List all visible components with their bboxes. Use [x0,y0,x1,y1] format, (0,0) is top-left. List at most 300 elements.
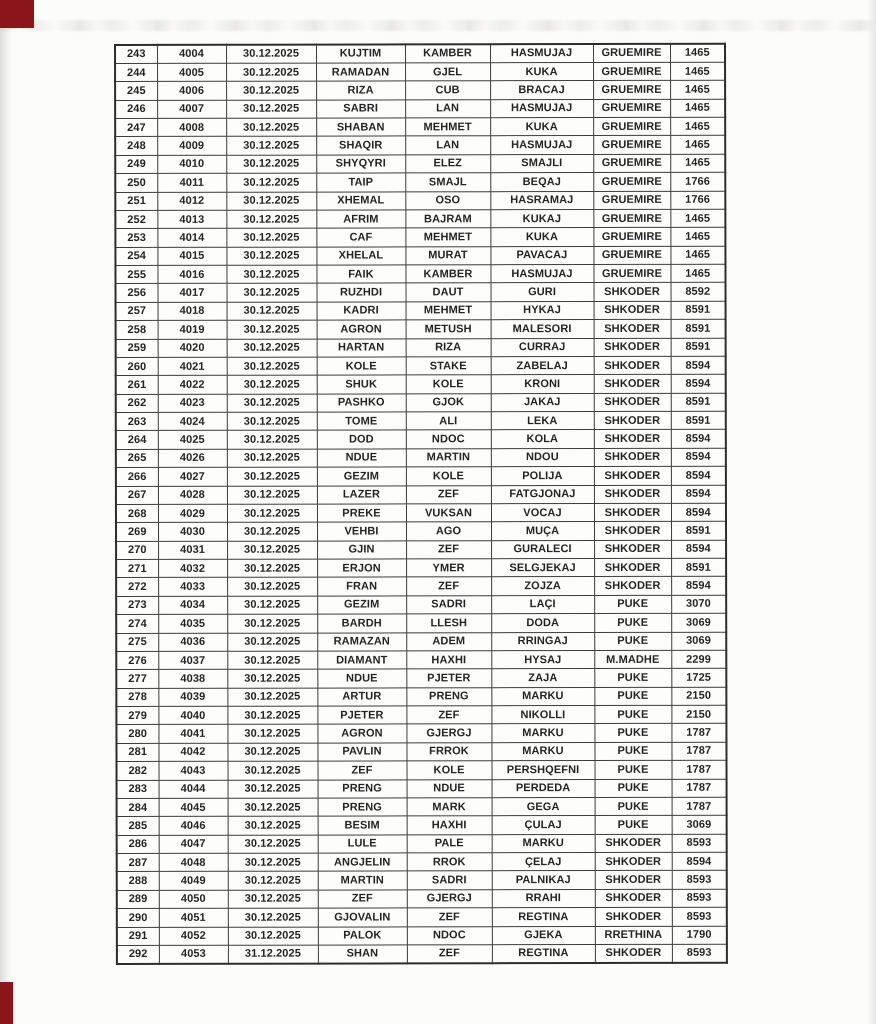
cell-surname: BEQAJ [490,173,593,192]
cell-row-number: 281 [116,743,158,761]
cell-surname: HASMUJAJ [490,136,593,155]
cell-row-number: 262 [116,394,158,412]
cell-register-id: 4014 [157,229,226,248]
cell-row-number: 279 [116,706,158,724]
cell-first-name: TOME [317,412,406,431]
cell-row-number: 248 [115,137,157,155]
cell-district: PUKE [594,595,671,614]
table-row [116,632,726,652]
cell-first-name: PASHKO [317,394,406,413]
roster-body [115,44,727,964]
cell-first-name: KADRI [317,302,406,321]
cell-date: 30.12.2025 [227,743,317,762]
cell-father-name: MEHMET [406,301,491,320]
cell-code: 1787 [672,797,727,815]
cell-district: SHKODER [595,852,672,871]
cell-row-number: 253 [115,229,157,247]
cell-row-number: 243 [115,45,157,63]
table-row [117,944,727,964]
cell-code: 8594 [671,577,726,595]
cell-code: 3070 [671,595,726,613]
cell-code: 1465 [670,209,725,227]
cell-father-name: GJEL [405,63,490,82]
table-row [117,907,727,927]
cell-first-name: PRENG [318,798,407,817]
cell-district: SHKODER [594,301,671,320]
cell-father-name: LLESH [406,614,491,633]
table-row [116,577,726,597]
cell-register-id: 4006 [157,82,226,101]
cell-code: 8594 [671,503,726,521]
table-row [116,687,726,707]
cell-district: GRUEMIRE [593,191,670,210]
cell-surname: HYSAJ [491,650,594,669]
scan-artifact-band [0,20,876,31]
cell-district: SHKODER [594,577,671,596]
cell-district: SHKODER [595,889,672,908]
cell-code: 8593 [672,889,727,907]
cell-first-name: GJIN [317,541,406,560]
cell-row-number: 267 [116,486,158,504]
cell-surname: SELGJEKAJ [491,558,594,577]
cell-row-number: 258 [116,321,158,339]
cell-register-id: 4009 [157,137,226,156]
cell-register-id: 4029 [158,504,227,523]
cell-district: PUKE [595,779,672,798]
cell-district: GRUEMIRE [593,264,670,283]
cell-code: 1465 [670,99,725,117]
cell-district: GRUEMIRE [593,117,670,136]
cell-father-name: KOLE [406,467,491,486]
cell-row-number: 277 [116,670,158,688]
cell-code: 1465 [670,136,725,154]
cell-code: 8594 [671,374,726,392]
cell-code: 3069 [672,815,727,833]
cell-surname: HASMUJAJ [490,44,593,63]
cell-date: 30.12.2025 [227,430,317,449]
cell-district: SHKODER [595,834,672,853]
cell-date: 30.12.2025 [227,706,317,725]
cell-code: 8594 [671,540,726,558]
cell-father-name: ZEF [406,485,491,504]
cell-register-id: 4004 [157,45,226,64]
cell-first-name: PJETER [317,706,406,725]
table-row [116,338,726,358]
cell-first-name: KUJTIM [316,44,405,63]
cell-code: 3069 [671,613,726,631]
cell-first-name: NDUE [317,449,406,468]
cell-date: 30.12.2025 [228,908,318,927]
cell-surname: RRAHI [492,889,595,908]
cell-date: 30.12.2025 [226,228,316,247]
cell-register-id: 4045 [159,798,228,817]
cell-register-id: 4015 [157,247,226,266]
cell-row-number: 271 [116,559,158,577]
table-row [116,356,726,376]
cell-register-id: 4048 [159,853,228,872]
table-row [115,227,725,247]
cell-father-name: DAUT [406,283,491,302]
cell-father-name: MEHMET [405,228,490,247]
page-edge-shadow-right [868,0,876,1024]
cell-surname: HYKAJ [491,301,594,320]
cell-row-number: 268 [116,504,158,522]
cell-date: 30.12.2025 [227,467,317,486]
table-row [116,595,726,615]
cell-date: 31.12.2025 [228,945,318,964]
cell-code: 1790 [672,926,727,944]
table-row [116,430,726,450]
cell-first-name: SHUK [317,375,406,394]
cell-father-name: ZEF [406,540,491,559]
cell-date: 30.12.2025 [228,835,318,854]
cell-row-number: 282 [117,762,159,780]
cell-father-name: ELEZ [405,154,490,173]
cell-first-name: LAZER [317,485,406,504]
table-row [117,797,727,817]
cell-first-name: GJOVALIN [318,908,407,927]
cell-first-name: SHABAN [316,118,405,137]
cell-first-name: GEZIM [317,596,406,615]
table-row [116,724,726,744]
table-row [115,246,725,266]
cell-surname: HASMUJAJ [490,264,593,283]
cell-row-number: 273 [116,596,158,614]
cell-surname: MARKU [491,742,594,761]
cell-first-name: XHELAL [316,247,405,266]
cell-father-name: HAXHI [406,651,491,670]
cell-date: 30.12.2025 [228,816,318,835]
cell-date: 30.12.2025 [226,100,316,119]
table-row [117,852,727,872]
cell-register-id: 4016 [157,265,226,284]
cell-code: 2150 [671,705,726,723]
cell-district: PUKE [594,687,671,706]
cell-district: PUKE [594,613,671,632]
cell-surname: VOCAJ [491,503,594,522]
cell-date: 30.12.2025 [227,449,317,468]
cell-first-name: VEHBI [317,522,406,541]
cell-code: 1465 [670,80,725,98]
cell-father-name: KOLE [406,375,491,394]
cell-row-number: 280 [116,725,158,743]
cell-code: 8593 [672,871,727,889]
cell-code: 1787 [671,742,726,760]
table-row [117,834,727,854]
cell-district: SHKODER [594,375,671,394]
cell-code: 8591 [671,338,726,356]
cell-code: 8593 [672,907,727,925]
cell-row-number: 288 [117,872,159,890]
cell-first-name: BESIM [318,816,407,835]
cell-first-name: HARTAN [317,338,406,357]
cell-code: 8591 [671,393,726,411]
cell-register-id: 4035 [158,614,227,633]
cell-surname: ÇULAJ [492,816,595,835]
cell-register-id: 4038 [158,670,227,689]
cell-first-name: PALOK [318,926,407,945]
cell-surname: ÇELAJ [492,852,595,871]
cell-first-name: RIZA [316,81,405,100]
cell-district: PUKE [594,742,671,761]
cell-district: GRUEMIRE [593,154,670,173]
table-row [115,117,725,137]
cell-date: 30.12.2025 [227,596,317,615]
cell-first-name: SHYQYRI [316,155,405,174]
cell-father-name: YMER [406,559,491,578]
cell-date: 30.12.2025 [227,339,317,358]
cell-register-id: 4040 [158,706,227,725]
cell-first-name: LULE [318,835,407,854]
cell-register-id: 4044 [159,780,228,799]
cell-date: 30.12.2025 [227,559,317,578]
cell-date: 30.12.2025 [227,688,317,707]
cell-surname: RRINGAJ [491,632,594,651]
cell-district: GRUEMIRE [593,62,670,81]
cell-surname: HASMUJAJ [490,99,593,118]
cell-district: PUKE [595,760,672,779]
cell-surname: KRONI [491,375,594,394]
cell-row-number: 266 [116,468,158,486]
cell-row-number: 255 [115,265,157,283]
table-row [117,889,727,909]
cell-surname: PALNIKAJ [492,871,595,890]
cell-first-name: BARDH [317,614,406,633]
table-row [116,411,726,431]
cell-father-name: NDOC [407,926,492,945]
cell-first-name: DIAMANT [317,651,406,670]
cell-district: SHKODER [595,871,672,890]
cell-code: 1787 [672,779,727,797]
cell-surname: POLIJA [491,467,594,486]
cell-father-name: MARTIN [406,448,491,467]
cell-date: 30.12.2025 [226,81,316,100]
cell-date: 30.12.2025 [227,651,317,670]
table-row [116,485,726,505]
cell-code: 2299 [671,650,726,668]
cell-code: 2150 [671,687,726,705]
cell-register-id: 4005 [157,63,226,82]
cell-code: 8594 [671,485,726,503]
cell-father-name: ZEF [407,908,492,927]
cell-row-number: 270 [116,541,158,559]
cell-register-id: 4043 [159,761,228,780]
cell-district: SHKODER [594,356,671,375]
cell-surname: NDOU [491,448,594,467]
table-row [115,191,725,211]
cell-row-number: 284 [117,798,159,816]
cell-first-name: ZEF [318,761,407,780]
cell-father-name: ZEF [407,945,492,964]
cell-row-number: 264 [116,431,158,449]
cell-father-name: GJOK [406,393,491,412]
cell-register-id: 4051 [159,908,228,927]
cell-surname: REGTINA [492,908,595,927]
cell-code: 8594 [671,448,726,466]
cell-date: 30.12.2025 [227,669,317,688]
cell-district: GRUEMIRE [593,172,670,191]
cell-row-number: 256 [116,284,158,302]
table-row [116,393,726,413]
cell-row-number: 278 [116,688,158,706]
cell-register-id: 4024 [158,412,227,431]
corner-artifact-bottom-left [0,982,13,1024]
cell-register-id: 4027 [158,467,227,486]
cell-father-name: SMAJL [405,173,490,192]
cell-row-number: 275 [116,633,158,651]
cell-first-name: GEZIM [317,467,406,486]
cell-surname: MUÇA [491,522,594,541]
cell-first-name: NDUE [317,669,406,688]
cell-row-number: 285 [117,817,159,835]
cell-father-name: MARK [407,798,492,817]
cell-date: 30.12.2025 [227,486,317,505]
cell-first-name: DOD [317,430,406,449]
cell-date: 30.12.2025 [227,412,317,431]
cell-district: GRUEMIRE [593,228,670,247]
cell-district: SHKODER [594,430,671,449]
cell-code: 8594 [671,430,726,448]
cell-first-name: FRAN [317,577,406,596]
cell-register-id: 4019 [158,320,227,339]
cell-surname: DODA [491,614,594,633]
cell-date: 30.12.2025 [227,320,317,339]
cell-date: 30.12.2025 [228,761,318,780]
cell-surname: MARKU [492,834,595,853]
cell-surname: LAÇI [491,595,594,614]
table-row [115,44,725,64]
cell-date: 30.12.2025 [227,541,317,560]
cell-code: 1766 [670,172,725,190]
cell-code: 8594 [671,466,726,484]
cell-date: 30.12.2025 [227,375,317,394]
cell-district: GRUEMIRE [593,99,670,118]
cell-code: 1787 [672,760,727,778]
cell-code: 1465 [670,227,725,245]
cell-father-name: FRROK [406,742,491,761]
cell-district: SHKODER [594,411,671,430]
cell-code: 8591 [671,558,726,576]
cell-father-name: RIZA [406,338,491,357]
cell-surname: MARKU [491,687,594,706]
table-row [115,136,725,156]
table-row [116,466,726,486]
cell-first-name: KOLE [317,357,406,376]
cell-register-id: 4021 [158,357,227,376]
cell-surname: LEKA [491,411,594,430]
cell-father-name: LAN [405,136,490,155]
cell-row-number: 252 [115,210,157,228]
cell-register-id: 4042 [158,743,227,762]
cell-district: SHKODER [594,283,671,302]
cell-father-name: ZEF [406,706,491,725]
cell-register-id: 4025 [158,431,227,450]
cell-date: 30.12.2025 [228,890,318,909]
table-row [117,926,727,946]
table-row [117,760,727,780]
cell-date: 30.12.2025 [227,283,317,302]
cell-row-number: 289 [117,890,159,908]
table-row [116,742,726,762]
table-row [116,521,726,541]
cell-district: SHKODER [595,907,672,926]
table-row [115,154,725,174]
cell-father-name: LAN [405,99,490,118]
cell-register-id: 4053 [159,945,228,964]
table-row [115,264,725,284]
cell-row-number: 272 [116,578,158,596]
cell-father-name: OSO [405,191,490,210]
cell-district: GRUEMIRE [593,44,670,63]
cell-first-name: RAMAZAN [317,632,406,651]
cell-surname: GURI [491,283,594,302]
cell-surname: GJEKA [492,926,595,945]
cell-register-id: 4010 [157,155,226,174]
cell-register-id: 4036 [158,633,227,652]
table-row [115,80,725,100]
cell-father-name: RROK [407,853,492,872]
table-row [116,705,726,725]
cell-register-id: 4047 [159,835,228,854]
cell-date: 30.12.2025 [226,192,316,211]
cell-district: GRUEMIRE [593,136,670,155]
cell-row-number: 251 [115,192,157,210]
cell-row-number: 247 [115,118,157,136]
cell-register-id: 4037 [158,651,227,670]
cell-first-name: TAIP [316,173,405,192]
cell-district: SHKODER [594,319,671,338]
cell-register-id: 4020 [158,339,227,358]
cell-date: 30.12.2025 [227,614,317,633]
cell-register-id: 4033 [158,578,227,597]
cell-date: 30.12.2025 [227,724,317,743]
cell-row-number: 286 [117,835,159,853]
table-row [116,301,726,321]
cell-row-number: 291 [117,927,159,945]
cell-code: 1465 [670,264,725,282]
cell-date: 30.12.2025 [226,45,316,64]
cell-first-name: ARTUR [317,688,406,707]
cell-date: 30.12.2025 [228,798,318,817]
cell-surname: REGTINA [492,944,595,963]
cell-district: GRUEMIRE [593,246,670,265]
cell-code: 8591 [671,411,726,429]
cell-register-id: 4052 [159,927,228,946]
cell-first-name: SABRI [316,100,405,119]
cell-surname: MALESORI [491,320,594,339]
cell-father-name: MURAT [405,246,490,265]
cell-surname: FATGJONAJ [491,485,594,504]
cell-first-name: RUZHDI [317,283,406,302]
cell-row-number: 244 [115,63,157,81]
cell-surname: PAVACAJ [490,246,593,265]
cell-surname: SMAJLI [490,154,593,173]
cell-first-name: SHAQIR [316,136,405,155]
cell-row-number: 283 [117,780,159,798]
cell-surname: KOLA [491,430,594,449]
cell-father-name: NDOC [406,430,491,449]
cell-code: 1465 [670,44,725,62]
cell-surname: NIKOLLI [491,705,594,724]
cell-date: 30.12.2025 [227,394,317,413]
cell-code: 8594 [671,356,726,374]
cell-code: 8591 [671,319,726,337]
table-row [116,448,726,468]
cell-surname: HASRAMAJ [490,191,593,210]
cell-first-name: ZEF [318,890,407,909]
cell-row-number: 259 [116,339,158,357]
cell-father-name: NDUE [407,779,492,798]
